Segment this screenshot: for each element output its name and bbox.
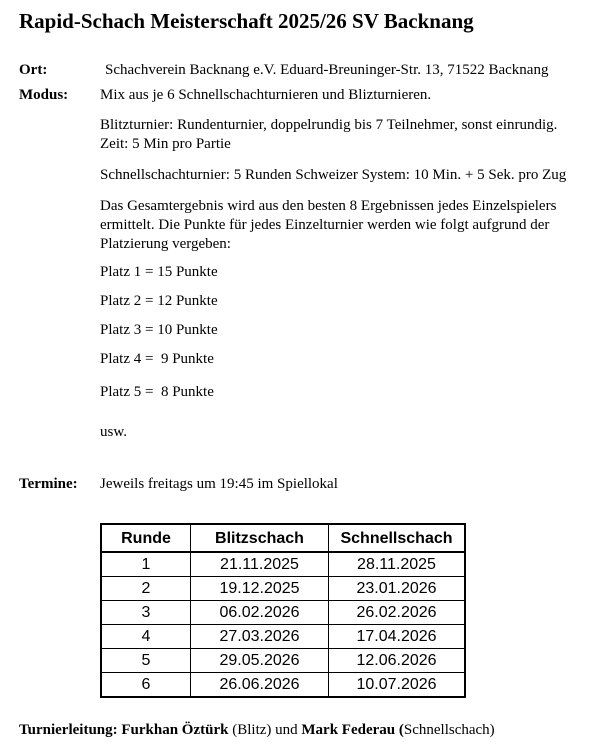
points-platz-4: Platz 4 = 9 Punkte xyxy=(100,351,214,367)
blitz-paragraph-line1: Blitzturnier: Rundenturnier, doppelrundig bis 7 Teilnehmer, sonst einrundig. xyxy=(100,117,558,133)
table-row xyxy=(101,673,465,698)
table-row xyxy=(101,601,465,625)
table-row xyxy=(101,649,465,673)
modus-row xyxy=(19,86,600,105)
gesamtergebnis-paragraph: Das Gesamtergebnis wird aus den besten 8 Ergebnissen jedes Einzelspielers ermittelt. Die Punkte für jedes Einzelturnier werden wie folgt aufgrund der Platzierung vergeben: xyxy=(100,198,557,252)
table-row xyxy=(101,577,465,601)
cell-blitzschach-date: 21.11.2025 xyxy=(191,552,329,577)
modus-value: Mix aus je 6 Schnellschachturnieren und Blizturnieren. xyxy=(100,87,432,103)
cell-runde: 3 xyxy=(101,601,191,625)
schedule-header-blitzschach: Blitzschach xyxy=(191,524,329,552)
turnierleitung-regular-blitz: (Blitz) und xyxy=(228,722,302,738)
blitz-paragraph-line2: Zeit: 5 Min pro Partie xyxy=(100,136,231,152)
schedule-table xyxy=(100,523,466,698)
schedule-header-row xyxy=(101,524,465,552)
points-etc: usw. xyxy=(100,424,127,440)
cell-runde: 6 xyxy=(101,673,191,698)
termine-label: Termine: xyxy=(19,476,78,492)
cell-schnellschach-date: 23.01.2026 xyxy=(329,577,466,601)
ort-label: Ort: xyxy=(19,62,48,78)
cell-runde: 1 xyxy=(101,552,191,577)
cell-schnellschach-date: 12.06.2026 xyxy=(329,649,466,673)
turnierleitung-bold-blitz: Turnierleitung: Furkhan Öztürk xyxy=(19,722,229,738)
table-row xyxy=(101,552,465,577)
cell-blitzschach-date: 26.06.2026 xyxy=(191,673,329,698)
points-list xyxy=(100,263,600,442)
cell-runde: 2 xyxy=(101,577,191,601)
schedule-header-schnellschach: Schnellschach xyxy=(329,524,466,552)
turnierleitung-bold-schnellschach: Mark Federau ( xyxy=(301,722,404,738)
points-platz-5: Platz 5 = 8 Punkte xyxy=(100,384,214,400)
schnellschach-paragraph: Schnellschachturnier: 5 Runden Schweizer System: 10 Min. + 5 Sek. pro Zug xyxy=(100,167,567,183)
cell-runde: 5 xyxy=(101,649,191,673)
points-platz-3: Platz 3 = 10 Punkte xyxy=(100,322,218,338)
cell-schnellschach-date: 28.11.2025 xyxy=(329,552,466,577)
points-platz-1: Platz 1 = 15 Punkte xyxy=(100,264,218,280)
cell-runde: 4 xyxy=(101,625,191,649)
termine-row xyxy=(19,475,600,494)
cell-schnellschach-date: 26.02.2026 xyxy=(329,601,466,625)
blitz-paragraph xyxy=(100,116,600,154)
cell-schnellschach-date: 17.04.2026 xyxy=(329,625,466,649)
table-row xyxy=(101,625,465,649)
turnierleitung-line xyxy=(19,721,600,740)
modus-label: Modus: xyxy=(19,87,69,103)
points-platz-2: Platz 2 = 12 Punkte xyxy=(100,293,218,309)
cell-blitzschach-date: 27.03.2026 xyxy=(191,625,329,649)
cell-blitzschach-date: 06.02.2026 xyxy=(191,601,329,625)
schedule-header-runde: Runde xyxy=(101,524,191,552)
termine-value: Jeweils freitags um 19:45 im Spiellokal xyxy=(100,476,338,492)
page-title: Rapid-Schach Meisterschaft 2025/26 SV Backnang xyxy=(19,9,474,33)
cell-blitzschach-date: 29.05.2026 xyxy=(191,649,329,673)
ort-value: Schachverein Backnang e.V. Eduard-Breuninger-Str. 13, 71522 Backnang xyxy=(105,62,549,78)
ort-row xyxy=(19,61,600,80)
turnierleitung-regular-schnellschach: Schnellschach) xyxy=(403,722,495,738)
cell-blitzschach-date: 19.12.2025 xyxy=(191,577,329,601)
cell-schnellschach-date: 10.07.2026 xyxy=(329,673,466,698)
